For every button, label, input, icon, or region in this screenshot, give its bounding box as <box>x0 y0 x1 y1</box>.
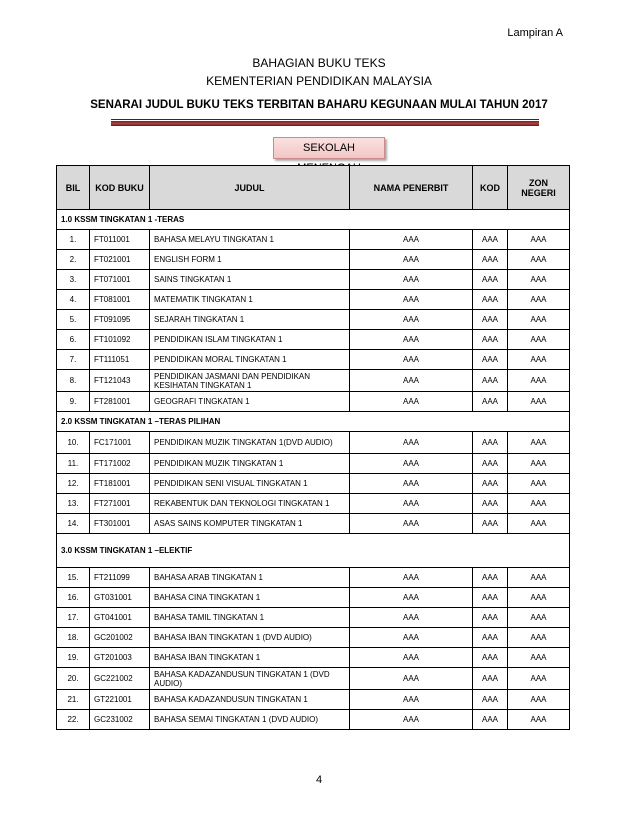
cell-kod: AAA <box>473 392 508 412</box>
cell-judul: GEOGRAFI TINGKATAN 1 <box>150 392 350 412</box>
cell-kod-buku: GT031001 <box>90 588 150 608</box>
cell-zon: AAA <box>508 568 570 588</box>
cell-bil: 20. <box>57 668 90 690</box>
cell-kod-buku: GC221002 <box>90 668 150 690</box>
cell-zon: AAA <box>508 668 570 690</box>
cell-kod-buku: FT081001 <box>90 290 150 310</box>
table-row <box>57 350 570 370</box>
cell-bil: 7. <box>57 350 90 370</box>
cell-kod: AAA <box>473 432 508 454</box>
cell-bil: 17. <box>57 608 90 628</box>
cell-judul: BAHASA TAMIL TINGKATAN 1 <box>150 608 350 628</box>
cell-zon: AAA <box>508 370 570 392</box>
cell-bil: 22. <box>57 710 90 730</box>
cell-penerbit: AAA <box>350 628 473 648</box>
table-row <box>57 628 570 648</box>
cell-penerbit: AAA <box>350 608 473 628</box>
col-header-kod: KOD <box>473 166 508 210</box>
cell-zon: AAA <box>508 270 570 290</box>
section-row <box>57 534 570 568</box>
table-row <box>57 330 570 350</box>
cell-kod: AAA <box>473 370 508 392</box>
cell-zon: AAA <box>508 250 570 270</box>
cell-penerbit: AAA <box>350 494 473 514</box>
cell-zon: AAA <box>508 628 570 648</box>
table-row <box>57 648 570 668</box>
cell-kod: AAA <box>473 710 508 730</box>
cell-penerbit: AAA <box>350 648 473 668</box>
cell-kod-buku: GC201002 <box>90 628 150 648</box>
cell-judul: SAINS TINGKATAN 1 <box>150 270 350 290</box>
table-row <box>57 514 570 534</box>
cell-penerbit: AAA <box>350 710 473 730</box>
cell-zon: AAA <box>508 310 570 330</box>
cell-penerbit: AAA <box>350 568 473 588</box>
table-row <box>57 310 570 330</box>
cell-kod-buku: GT221001 <box>90 690 150 710</box>
cell-penerbit: AAA <box>350 588 473 608</box>
cell-bil: 3. <box>57 270 90 290</box>
cell-kod-buku: FT301001 <box>90 514 150 534</box>
cell-kod-buku: GT201003 <box>90 648 150 668</box>
cell-judul: PENDIDIKAN JASMANI DAN PENDIDIKAN KESIHATAN TINGKATAN 1 <box>150 370 350 392</box>
cell-zon: AAA <box>508 690 570 710</box>
table-row <box>57 230 570 250</box>
cell-kod-buku: FT121043 <box>90 370 150 392</box>
section-row <box>57 412 570 432</box>
cell-penerbit: AAA <box>350 432 473 454</box>
cell-zon: AAA <box>508 392 570 412</box>
cell-bil: 11. <box>57 454 90 474</box>
cell-kod-buku: FC171001 <box>90 432 150 454</box>
cell-judul: REKABENTUK DAN TEKNOLOGI TINGKATAN 1 <box>150 494 350 514</box>
cell-zon: AAA <box>508 330 570 350</box>
cell-judul: MATEMATIK TINGKATAN 1 <box>150 290 350 310</box>
cell-kod: AAA <box>473 350 508 370</box>
cell-kod: AAA <box>473 270 508 290</box>
cell-kod-buku: FT101092 <box>90 330 150 350</box>
cell-bil: 14. <box>57 514 90 534</box>
cell-kod: AAA <box>473 648 508 668</box>
col-header-zon: ZON NEGERI <box>508 166 570 210</box>
page-number: 4 <box>315 774 323 786</box>
cell-bil: 21. <box>57 690 90 710</box>
cell-kod: AAA <box>473 290 508 310</box>
cell-kod: AAA <box>473 628 508 648</box>
cell-penerbit: AAA <box>350 290 473 310</box>
cell-bil: 16. <box>57 588 90 608</box>
cell-kod-buku: GT041001 <box>90 608 150 628</box>
cell-kod-buku: FT171002 <box>90 454 150 474</box>
cell-kod: AAA <box>473 608 508 628</box>
cell-zon: AAA <box>508 230 570 250</box>
cell-bil: 1. <box>57 230 90 250</box>
cell-penerbit: AAA <box>350 330 473 350</box>
cell-kod-buku: GC231002 <box>90 710 150 730</box>
section-title: 2.0 KSSM TINGKATAN 1 –TERAS PILIHAN <box>57 412 570 432</box>
cell-penerbit: AAA <box>350 250 473 270</box>
cell-bil: 18. <box>57 628 90 648</box>
cell-kod-buku: FT071001 <box>90 270 150 290</box>
table-row <box>57 454 570 474</box>
cell-kod: AAA <box>473 514 508 534</box>
cell-penerbit: AAA <box>350 270 473 290</box>
col-header-judul: JUDUL <box>150 166 350 210</box>
table-row <box>57 568 570 588</box>
cell-kod: AAA <box>473 690 508 710</box>
cell-kod-buku: FT111051 <box>90 350 150 370</box>
cell-kod: AAA <box>473 668 508 690</box>
cell-bil: 9. <box>57 392 90 412</box>
cell-penerbit: AAA <box>350 350 473 370</box>
cell-penerbit: AAA <box>350 392 473 412</box>
cell-judul: BAHASA ARAB TINGKATAN 1 <box>150 568 350 588</box>
cell-judul: BAHASA IBAN TINGKATAN 1 <box>150 648 350 668</box>
textbook-table <box>56 165 570 730</box>
cell-kod: AAA <box>473 474 508 494</box>
cell-kod-buku: FT271001 <box>90 494 150 514</box>
cell-bil: 12. <box>57 474 90 494</box>
cell-bil: 13. <box>57 494 90 514</box>
cell-kod: AAA <box>473 310 508 330</box>
cell-penerbit: AAA <box>350 310 473 330</box>
cell-zon: AAA <box>508 608 570 628</box>
cell-penerbit: AAA <box>350 668 473 690</box>
cell-bil: 8. <box>57 370 90 392</box>
cell-zon: AAA <box>508 474 570 494</box>
divider-thick <box>111 121 539 126</box>
cell-kod-buku: FT011001 <box>90 230 150 250</box>
col-header-kod-buku: KOD BUKU <box>90 166 150 210</box>
cell-judul: PENDIDIKAN MORAL TINGKATAN 1 <box>150 350 350 370</box>
cell-kod: AAA <box>473 250 508 270</box>
cell-zon: AAA <box>508 514 570 534</box>
col-header-bil: BIL <box>57 166 90 210</box>
table-row <box>57 474 570 494</box>
cell-kod-buku: FT211099 <box>90 568 150 588</box>
cell-penerbit: AAA <box>350 514 473 534</box>
table-row <box>57 588 570 608</box>
cell-kod: AAA <box>473 454 508 474</box>
section-title: 3.0 KSSM TINGKATAN 1 –ELEKTIF <box>57 534 570 568</box>
cell-judul: BAHASA IBAN TINGKATAN 1 (DVD AUDIO) <box>150 628 350 648</box>
col-header-penerbit: NAMA PENERBIT <box>350 166 473 210</box>
cell-zon: AAA <box>508 588 570 608</box>
cell-kod: AAA <box>473 588 508 608</box>
table-row <box>57 494 570 514</box>
cell-judul: ASAS SAINS KOMPUTER TINGKATAN 1 <box>150 514 350 534</box>
cell-bil: 10. <box>57 432 90 454</box>
cell-judul: BAHASA CINA TINGKATAN 1 <box>150 588 350 608</box>
cell-kod-buku: FT281001 <box>90 392 150 412</box>
table-row <box>57 608 570 628</box>
cell-zon: AAA <box>508 710 570 730</box>
document-title: SENARAI JUDUL BUKU TEKS TERBITAN BAHARU KEGUNAAN MULAI TAHUN 2017 <box>90 99 548 111</box>
cell-judul: BAHASA SEMAI TINGKATAN 1 (DVD AUDIO) <box>150 710 350 730</box>
cell-judul: BAHASA KADAZANDUSUN TINGKATAN 1 <box>150 690 350 710</box>
table-row <box>57 710 570 730</box>
section-title: 1.0 KSSM TINGKATAN 1 -TERAS <box>57 210 570 230</box>
cell-zon: AAA <box>508 454 570 474</box>
cell-kod-buku: FT021001 <box>90 250 150 270</box>
table-row <box>57 370 570 392</box>
cell-kod-buku: FT181001 <box>90 474 150 494</box>
cell-bil: 6. <box>57 330 90 350</box>
cell-bil: 15. <box>57 568 90 588</box>
cell-kod-buku: FT091095 <box>90 310 150 330</box>
cell-penerbit: AAA <box>350 230 473 250</box>
cell-judul: PENDIDIKAN ISLAM TINGKATAN 1 <box>150 330 350 350</box>
cell-zon: AAA <box>508 350 570 370</box>
cell-penerbit: AAA <box>350 690 473 710</box>
cell-judul: SEJARAH TINGKATAN 1 <box>150 310 350 330</box>
cell-judul: PENDIDIKAN MUZIK TINGKATAN 1 <box>150 454 350 474</box>
school-level-button[interactable]: SEKOLAH <box>273 137 385 159</box>
cell-judul: BAHASA KADAZANDUSUN TINGKATAN 1 (DVD AUDIO) <box>150 668 350 690</box>
cell-judul: ENGLISH FORM 1 <box>150 250 350 270</box>
cell-kod: AAA <box>473 568 508 588</box>
table-row <box>57 668 570 690</box>
cell-penerbit: AAA <box>350 370 473 392</box>
cell-judul: BAHASA MELAYU TINGKATAN 1 <box>150 230 350 250</box>
cell-bil: 19. <box>57 648 90 668</box>
cell-kod: AAA <box>473 330 508 350</box>
department-title: BAHAGIAN BUKU TEKS <box>252 56 386 70</box>
ministry-title: KEMENTERIAN PENDIDIKAN MALAYSIA <box>206 74 432 88</box>
table-row <box>57 270 570 290</box>
cell-zon: AAA <box>508 648 570 668</box>
divider-thin <box>111 119 539 120</box>
table-row <box>57 432 570 454</box>
cell-penerbit: AAA <box>350 454 473 474</box>
table-row <box>57 290 570 310</box>
cell-judul: PENDIDIKAN MUZIK TINGKATAN 1(DVD AUDIO) <box>150 432 350 454</box>
table-row <box>57 392 570 412</box>
appendix-label: Lampiran A <box>507 27 563 39</box>
cell-penerbit: AAA <box>350 474 473 494</box>
cell-zon: AAA <box>508 432 570 454</box>
cell-kod: AAA <box>473 230 508 250</box>
cell-bil: 5. <box>57 310 90 330</box>
cell-bil: 4. <box>57 290 90 310</box>
cell-zon: AAA <box>508 290 570 310</box>
section-row <box>57 210 570 230</box>
cell-bil: 2. <box>57 250 90 270</box>
cell-zon: AAA <box>508 494 570 514</box>
table-row <box>57 250 570 270</box>
table-row <box>57 690 570 710</box>
cell-kod: AAA <box>473 494 508 514</box>
table-header-row <box>57 166 570 210</box>
cell-judul: PENDIDIKAN SENI VISUAL TINGKATAN 1 <box>150 474 350 494</box>
